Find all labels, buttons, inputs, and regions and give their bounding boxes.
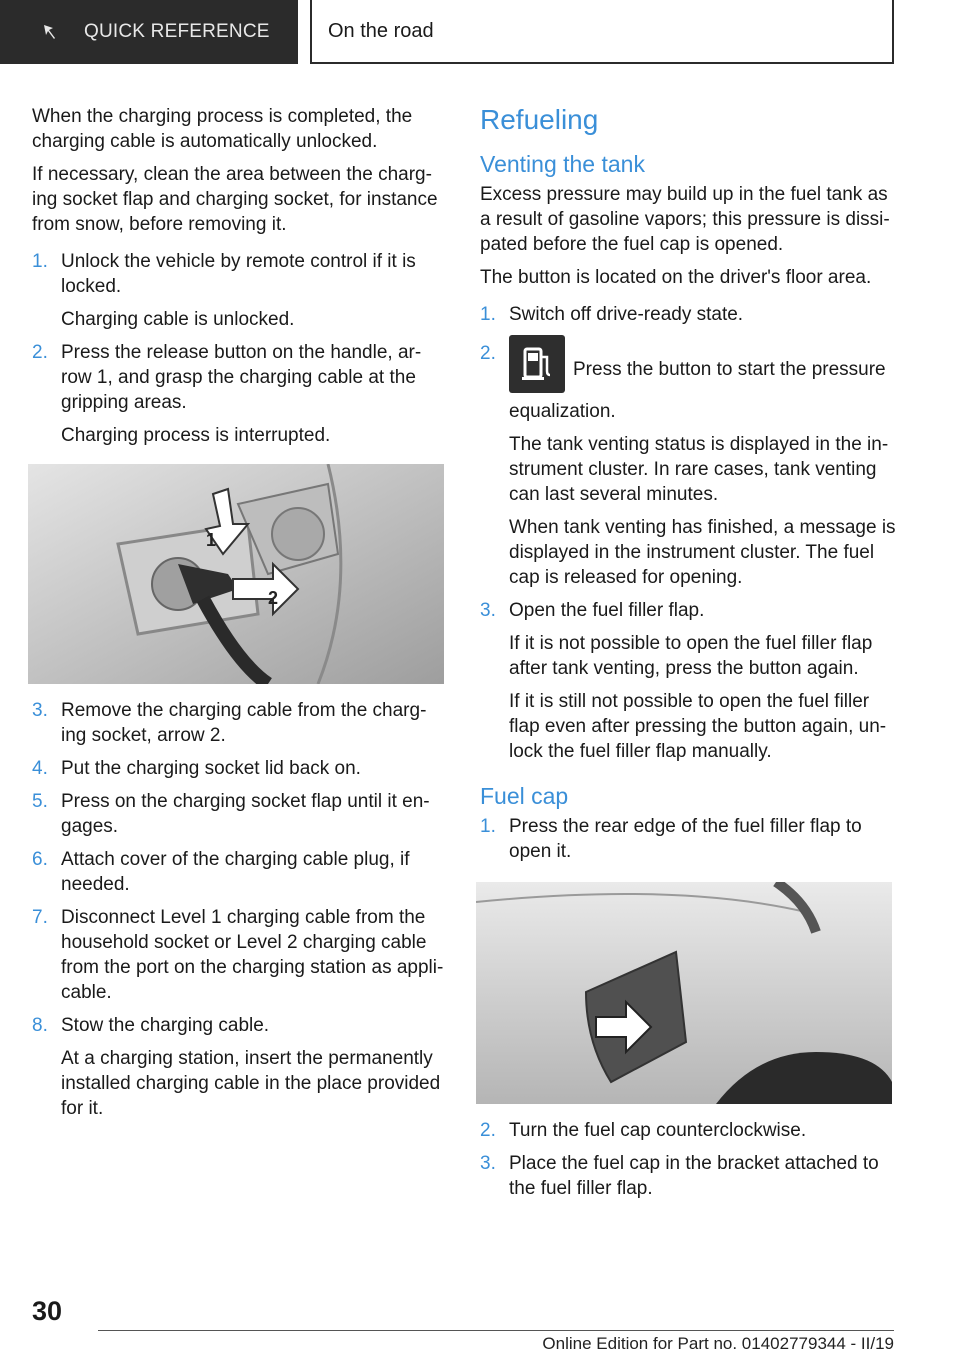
step-text: Put the charging socket lid back on. [61,758,361,779]
step-text: Stow the charging cable. [61,1015,270,1036]
step-number: 1. [480,304,496,325]
step-number: 1. [32,251,48,272]
list-item [32,789,446,839]
step-number: 3. [480,1153,496,1174]
list-item [480,302,896,327]
edition-note: Online Edition for Part no. 01402779344 - II/19 [542,1334,894,1353]
page-number: 30 [32,1296,63,1326]
list-item [32,756,446,781]
step-text: Place the fuel cap in the bracket attached to the fuel filler flap. [509,1153,879,1199]
arrow-label: 1 [206,530,217,550]
intro-paragraph: When the charging process is completed, the charging cable is automatically unlocked. [32,106,413,152]
step-text: If it is not possible to open the fuel filler flap after tank venting, press the button again. [509,633,873,679]
list-item [480,1118,896,1143]
charging-socket-photo [28,464,444,684]
step-number: 2. [32,342,48,363]
venting-paragraph: Excess pressure may build up in the fuel tank as a result of gasoline vapors; this pressure is dissi‐pated before the fuel cap is opened. [480,184,890,255]
step-text: Charging process is interrupted. [61,425,331,446]
step-text: Press the release button on the handle, ar‐row 1, and grasp the charging cable at the gripping areas. [61,342,422,413]
steps-list [480,1118,896,1201]
step-text: Disconnect Level 1 charging cable from the household socket or Level 2 charging cable from the port on the charging station as appli‐cable. [61,907,444,1003]
list-item [32,249,446,332]
step-text: Press the rear edge of the fuel filler flap to open it. [509,816,862,862]
steps-list [32,698,446,1121]
step-text: Press on the charging socket flap until it en‐gages. [61,791,430,837]
step-text: At a charging station, insert the permanently installed charging cable in the place provided for it. [61,1048,441,1119]
step-number: 8. [32,1015,48,1036]
step-number: 2. [480,343,496,364]
header-section-label: QUICK REFERENCE [84,21,270,42]
header-chapter[interactable] [310,0,894,64]
steps-list [480,814,896,864]
step-number: 3. [480,600,496,621]
subsection-heading: Fuel cap [480,783,569,809]
step-number: 5. [32,791,48,812]
step-text: Remove the charging cable from the charg‐ing socket, arrow 2. [61,700,427,746]
footer-divider [98,1330,894,1331]
fuel-pump-icon [509,335,565,393]
pin-icon [40,19,66,45]
list-item [480,814,896,864]
right-column [480,104,896,1209]
arrow-label: 2 [268,588,279,608]
header-chapter-label: On the road [328,19,434,42]
subsection-heading: Venting the tank [480,151,645,177]
step-text: Charging cable is unlocked. [61,309,295,330]
list-item [32,698,446,748]
step-number: 2. [480,1120,496,1141]
list-item [32,340,446,448]
step-text: When tank venting has finished, a message is displayed in the instrument cluster. The fuel cap is released for opening. [509,517,896,588]
left-column [32,104,446,1129]
header-section-tab[interactable] [0,0,298,64]
steps-list [480,302,896,764]
charging-socket-figure [28,464,446,684]
step-text: Press the button to start the pressure equalization. [509,359,886,422]
list-item [480,341,896,590]
step-text: If it is still not possible to open the fuel filler flap even after pressing the button again, un‐lock the fuel filler flap manually. [509,691,887,762]
step-number: 7. [32,907,48,928]
venting-paragraph: The button is located on the driver's floor area. [480,267,872,288]
step-text: Turn the fuel cap counterclockwise. [509,1120,807,1141]
list-item [480,1151,896,1201]
steps-list [32,249,446,448]
step-text: Unlock the vehicle by remote control if it is locked. [61,251,416,297]
step-text: Attach cover of the charging cable plug, if needed. [61,849,410,895]
section-title: Refueling [480,104,599,135]
fuel-flap-photo [476,882,892,1104]
fuel-flap-figure [476,882,896,1104]
step-text: Open the fuel filler flap. [509,600,705,621]
list-item [32,905,446,1005]
list-item [32,1013,446,1121]
intro-paragraph: If necessary, clean the area between the charg‐ing socket flap and charging socket, for instance from snow, before removing it. [32,164,438,235]
step-text: Switch off drive-ready state. [509,304,744,325]
list-item [32,847,446,897]
step-number: 3. [32,700,48,721]
step-number: 6. [32,849,48,870]
step-number: 4. [32,758,48,779]
step-text: The tank venting status is displayed in the in‐strument cluster. In rare cases, tank venting can last several minutes. [509,434,889,505]
step-number: 1. [480,816,496,837]
list-item [480,598,896,764]
